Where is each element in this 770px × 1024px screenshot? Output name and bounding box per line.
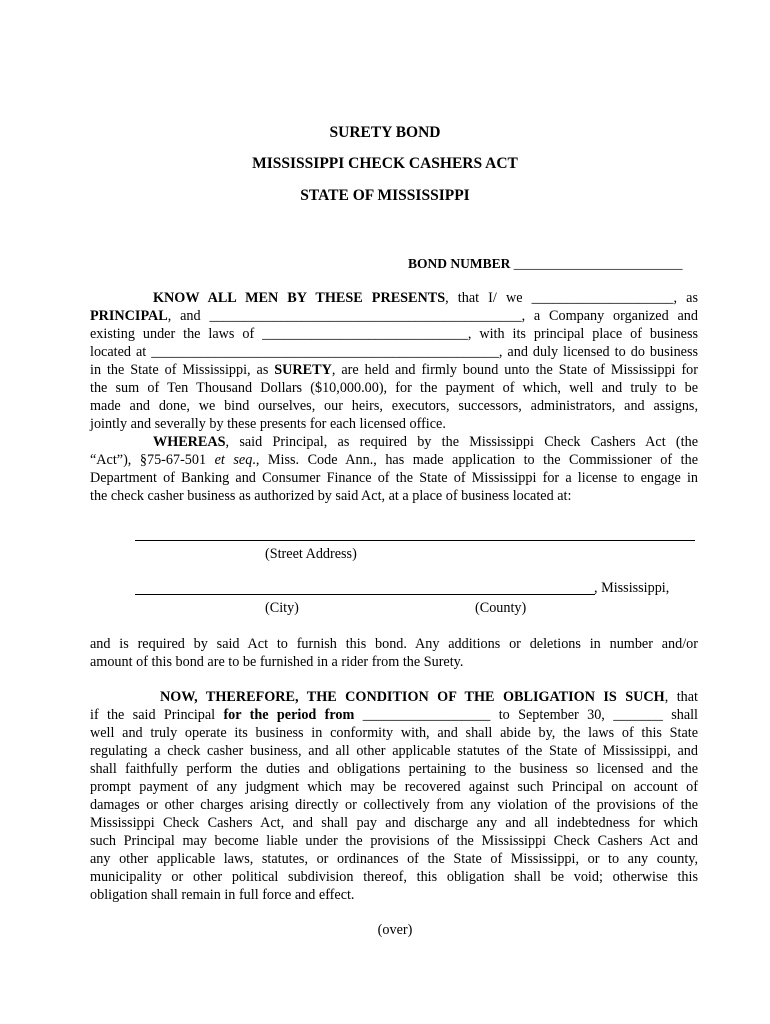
p1-line-2 (90, 308, 698, 325)
p2-text: “Act”), §75-67-501 (90, 452, 207, 468)
county-label: (County) (475, 600, 527, 616)
p3-line-2: amount of this bond are to be furnished in a rider from the Surety. (90, 654, 464, 670)
title-surety-bond: SURETY BOND (329, 124, 441, 141)
p1-surety: SURETY (274, 362, 332, 378)
street-address-label: (Street Address) (265, 546, 357, 562)
page-footer-over: (over) (377, 922, 413, 938)
p1-line-3 (90, 326, 698, 343)
bond-number-line (408, 256, 683, 272)
mississippi-suffix: , Mississippi, (594, 580, 670, 596)
p1-line-8: jointly and severally by these presents for each licensed office. (90, 416, 446, 432)
p4-line-4: regulating a check casher business, and all other applicable statutes of the State of Mississippi, and (90, 743, 698, 759)
bond-number-blank: _________________________ (513, 256, 683, 271)
p1-line-7: made and done, we bind ourselves, our heirs, executors, successors, administrators, and assigns, (90, 398, 698, 414)
p1-line-4 (90, 344, 698, 361)
p1-text: in the State of Mississippi, as (90, 362, 269, 378)
p4-period-from: for the period from (223, 707, 355, 723)
title-state: STATE OF MISSISSIPPI (300, 187, 470, 204)
p4-text: shall (671, 707, 698, 723)
p2-text: , said Principal, as required by the Mississippi Check Cashers Act (the (225, 434, 698, 450)
p1-text: located at (90, 344, 147, 360)
p4-text: to September 30, (498, 707, 605, 723)
p1-principal: PRINCIPAL (90, 308, 168, 324)
p1-line-1 (153, 290, 698, 307)
p1-text: , and duly licensed to do business (498, 344, 699, 360)
principal-name-blank: ____________________ (531, 290, 674, 306)
p1-text: , with its principal place of business (467, 326, 698, 342)
p4-line-6: prompt payment of any judgment which may be recovered against such Principal on account of (90, 779, 698, 795)
p4-line-5: shall faithfully perform the duties and obligations pertaining to the business so licensed and the (90, 761, 698, 777)
p4-now-therefore: NOW, THEREFORE, THE CONDITION OF THE OBLIGATION IS SUCH (160, 689, 665, 705)
surety-company-blank: ____________________________________________ (209, 308, 522, 324)
state-of-organization-blank: _____________________________ (262, 326, 468, 342)
located-at-blank: _________________________________________________ (151, 344, 499, 360)
p4-text: if the said Principal (90, 707, 216, 723)
period-year-blank: _______ (613, 707, 663, 723)
p4-line-3: well and truly operate its business in conformity with, and shall abide by, the laws of this State (90, 725, 698, 741)
title-act-name: MISSISSIPPI CHECK CASHERS ACT (252, 155, 518, 172)
p1-text: , that I/ we (445, 290, 523, 306)
p2-whereas: WHEREAS (153, 434, 226, 450)
p2-line-1 (153, 434, 698, 451)
p1-text: , are held and firmly bound unto the State of Mississippi for (331, 362, 698, 378)
p1-text: , a Company organized and (521, 308, 698, 324)
p2-line-4: the check casher business as authorized by said Act, at a place of business located at: (90, 488, 572, 504)
p4-line-11: municipality or other political subdivision thereof, this obligation shall be void; otherwise this (90, 869, 698, 885)
p1-know-all-men: KNOW ALL MEN BY THESE PRESENTS (153, 290, 446, 306)
p4-text: , that (664, 689, 698, 705)
p2-line-2 (90, 452, 698, 469)
p4-line-8: Mississippi Check Cashers Act, and shall pay and discharge any and all indebtedness for which (90, 815, 698, 831)
p4-line-2 (90, 707, 698, 724)
p3-line-1: and is required by said Act to furnish this bond. Any additions or deletions in number and/or (90, 636, 698, 652)
p1-text: , and (167, 308, 201, 324)
city-county-field[interactable] (135, 594, 595, 595)
p1-line-5 (90, 362, 698, 379)
p4-line-10: any other applicable laws, statutes, or ordinances of the State of Mississippi, or to any county, (90, 851, 698, 867)
p2-et-seq: et seq (214, 452, 253, 468)
street-address-field[interactable] (135, 540, 695, 541)
p1-text: , as (673, 290, 698, 306)
p4-line-12: obligation shall remain in full force and effect. (90, 887, 355, 903)
city-label: (City) (265, 600, 299, 616)
p2-text: ., Miss. Code Ann., has made application to the Commissioner of the (252, 452, 698, 468)
p4-line-1 (160, 689, 698, 706)
p1-text: existing under the laws of (90, 326, 255, 342)
p4-line-9: such Principal may become liable under the provisions of the Mississippi Check Cashers Act and (90, 833, 698, 849)
p1-line-6: the sum of Ten Thousand Dollars ($10,000.00), for the payment of which, well and truly to be (90, 380, 698, 396)
p2-line-3: Department of Banking and Consumer Finance of the State of Mississippi for a license to engage in (90, 470, 698, 486)
p4-line-7: damages or other charges arising directly or collectively from any violation of the provisions of the (90, 797, 698, 813)
period-start-blank: __________________ (362, 707, 491, 723)
bond-number-label: BOND NUMBER (408, 256, 511, 271)
